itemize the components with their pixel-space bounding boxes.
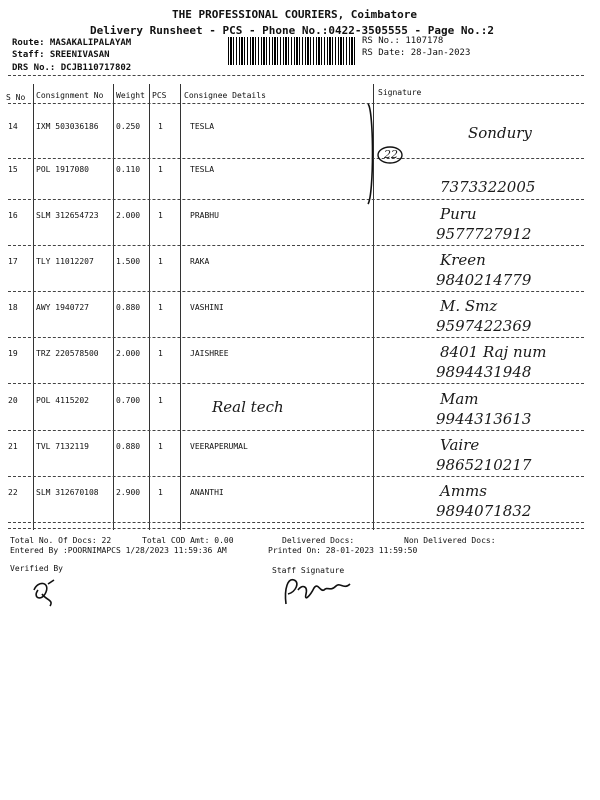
- barcode: [228, 37, 356, 65]
- row-consignee: TESLA: [190, 165, 215, 174]
- row-signature-phone: 9597422369: [436, 317, 532, 335]
- runsheet-subtitle: Delivery Runsheet - PCS - Phone No.:0422-3505555 - Page No.:2: [90, 24, 494, 37]
- row-signature-name: M. Smz: [440, 297, 498, 315]
- column-line: [180, 84, 181, 530]
- row-pcs: 1: [158, 488, 163, 497]
- printed-on: Printed On: 28-01-2023 11:59:50: [268, 546, 418, 555]
- column-line: [33, 84, 34, 530]
- entered-by: Entered By :POORNIMAPCS 1/28/2023 11:59:36 AM: [10, 546, 227, 555]
- row-divider: [8, 199, 584, 200]
- delivered-docs: Delivered Docs:: [282, 536, 355, 545]
- column-line: [113, 84, 114, 530]
- row-serial-number: 14: [8, 122, 18, 131]
- row-consignment-number: TRZ 220578500: [36, 349, 99, 358]
- row-signature-name: Kreen: [440, 251, 486, 269]
- row-consignee: ANANTHI: [190, 488, 224, 497]
- row-serial-number: 20: [8, 396, 18, 405]
- col-header-signature: Signature: [378, 88, 422, 97]
- row-consignment-number: SLM 312670108: [36, 488, 99, 497]
- row-weight: 0.880: [116, 442, 141, 451]
- row-signature-name: Mam: [440, 390, 479, 408]
- row-signature-name: Puru: [440, 205, 477, 223]
- row-signature-name: Vaire: [440, 436, 480, 454]
- row-signature-phone: 9894431948: [436, 363, 532, 381]
- row-pcs: 1: [158, 257, 163, 266]
- col-header-pcs: PCS: [152, 91, 167, 100]
- row-consignment-number: AWY 1940727: [36, 303, 89, 312]
- row-signature-name: 8401 Raj num: [440, 343, 547, 361]
- rs-number: RS No.: 1107178: [362, 36, 444, 46]
- non-delivered-docs: Non Delivered Docs:: [404, 536, 496, 545]
- row-consignment-number: POL 4115202: [36, 396, 89, 405]
- row-serial-number: 17: [8, 257, 18, 266]
- company-title: THE PROFESSIONAL COURIERS, Coimbatore: [172, 8, 418, 21]
- row-consignee: VASHINI: [190, 303, 224, 312]
- row-pcs: 1: [158, 396, 163, 405]
- row-handwritten-note: Real tech: [212, 398, 284, 416]
- col-header-consignment: Consignment No: [36, 91, 104, 100]
- row-consignee: RAKA: [190, 257, 210, 266]
- staff-signature: [280, 574, 360, 608]
- row-weight: 0.880: [116, 303, 141, 312]
- total-docs: Total No. Of Docs: 22: [10, 536, 112, 545]
- row-serial-number: 19: [8, 349, 18, 358]
- row-serial-number: 18: [8, 303, 18, 312]
- row-weight: 0.110: [116, 165, 141, 174]
- col-header-consignee: Consignee Details: [184, 91, 266, 100]
- row-pcs: 1: [158, 349, 163, 358]
- row-consignment-number: POL 1917080: [36, 165, 89, 174]
- row-signature-phone: 9840214779: [436, 271, 532, 289]
- col-header-sno: S No: [6, 93, 26, 102]
- row-pcs: 1: [158, 165, 163, 174]
- row-weight: 2.000: [116, 211, 141, 220]
- verified-signature: [28, 576, 62, 610]
- row-consignee: PRABHU: [190, 211, 219, 220]
- row-consignment-number: SLM 312654723: [36, 211, 99, 220]
- verified-by-label: Verified By: [10, 564, 63, 573]
- row-signature-phone: 9865210217: [436, 456, 532, 474]
- row-divider: [8, 430, 584, 431]
- row-weight: 2.000: [116, 349, 141, 358]
- row-serial-number: 21: [8, 442, 18, 451]
- row-signature-phone: 7373322005: [440, 178, 536, 196]
- row-weight: 1.500: [116, 257, 141, 266]
- row-serial-number: 22: [8, 488, 18, 497]
- row-serial-number: 16: [8, 211, 18, 220]
- route-label: Route: MASAKALIPALAYAM: [12, 38, 132, 48]
- row-divider: [8, 291, 584, 292]
- row-serial-number: 15: [8, 165, 18, 174]
- row-divider: [8, 245, 584, 246]
- col-header-weight: Weight: [116, 91, 145, 100]
- row-pcs: 1: [158, 303, 163, 312]
- divider: [8, 103, 584, 104]
- row-divider: [8, 383, 584, 384]
- total-cod: Total COD Amt: 0.00: [142, 536, 234, 545]
- row-signature-phone: 9894071832: [436, 502, 532, 520]
- row-divider: [8, 476, 584, 477]
- row-consignment-number: IXM 503036186: [36, 122, 99, 131]
- row-signature-phone: 9944313613: [436, 410, 532, 428]
- row-consignment-number: TVL 7132119: [36, 442, 89, 451]
- row-divider: [8, 522, 584, 523]
- row-pcs: 1: [158, 211, 163, 220]
- column-line: [149, 84, 150, 530]
- row-consignment-number: TLY 11012207: [36, 257, 94, 266]
- drs-number: DRS No.: DCJB110717802: [12, 63, 132, 73]
- row-pcs: 1: [158, 122, 163, 131]
- row-signature-name: Sondury: [468, 124, 532, 142]
- row-consignee: VEERAPERUMAL: [190, 442, 248, 451]
- row-weight: 0.250: [116, 122, 141, 131]
- row-consignee: TESLA: [190, 122, 215, 131]
- row-signature-name: Amms: [440, 482, 487, 500]
- row-divider: [8, 337, 584, 338]
- staff-label: Staff: SREENIVASAN: [12, 50, 110, 60]
- row-weight: 2.900: [116, 488, 141, 497]
- row-signature-phone: 9577727912: [436, 225, 532, 243]
- row-weight: 0.700: [116, 396, 141, 405]
- row-consignee: JAISHREE: [190, 349, 229, 358]
- staff-signature-label: Staff Signature: [272, 566, 345, 575]
- divider: [8, 75, 584, 76]
- rs-date: RS Date: 28-Jan-2023: [362, 48, 471, 58]
- row-pcs: 1: [158, 442, 163, 451]
- row-divider: [8, 158, 584, 159]
- bracket-number: 22: [384, 148, 398, 161]
- divider: [8, 528, 584, 529]
